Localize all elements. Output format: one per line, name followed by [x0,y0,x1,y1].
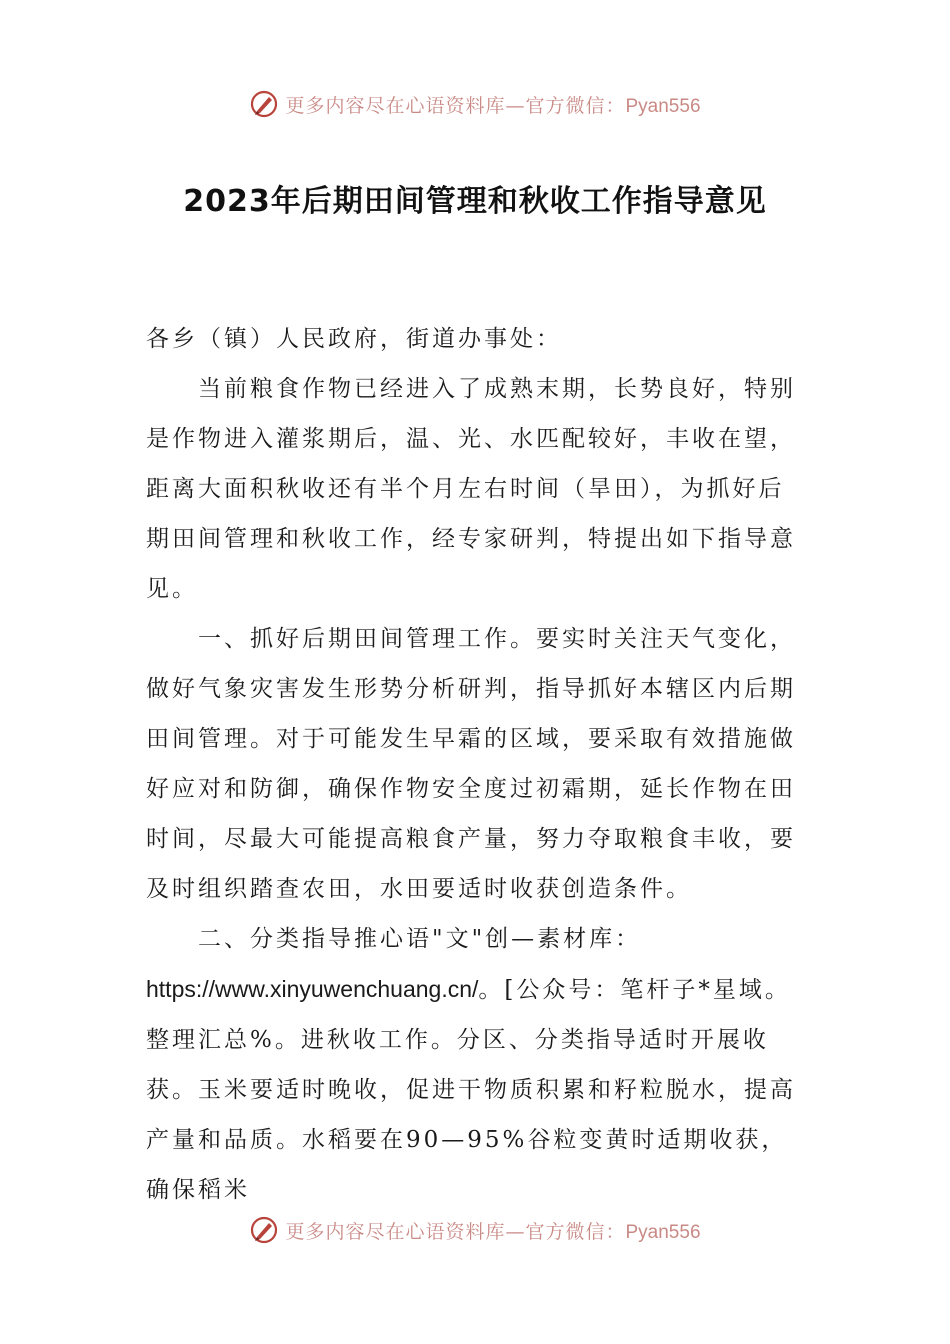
watermark-wechat-id: Pyan556 [625,95,701,117]
footer-watermark [0,1210,950,1250]
paragraph-intro: 当前粮食作物已经进入了成熟末期，长势良好，特别是作物进入灌浆期后，温、光、水匹配较好，丰收在望，距离大面积秋收还有半个月左右时间（旱田），为抓好后期田间管理和秋收工作，经专家研判，特提出如下指导意见。 [146,376,796,602]
document-body [146,314,806,1215]
watermark-text: 更多内容尽在心语资料库—官方微信：Pyan556 [285,94,701,117]
watermark-text: 更多内容尽在心语资料库—官方微信：Pyan556 [285,1220,701,1243]
salutation: 各乡（镇）人民政府，街道办事处： [146,326,562,352]
header-watermark [0,84,950,124]
section-2-text: 。[公众号：笔杆子*星域。整理汇总%。进秋收工作。分区、分类指导适时开展收获。玉米要适时晚收，促进干物质积累和籽粒脱水，提高产量和品质。水稻要在90—95%谷粒变黄时适期收获，确保稻米 [146,977,796,1203]
paragraph-section-2 [146,964,806,1215]
pen-logo-icon [249,1215,279,1245]
pen-logo-icon [249,89,279,119]
paragraph-section-1: 一、抓好后期田间管理工作。要实时关注天气变化，做好气象灾害发生形势分析研判，指导抓好本辖区内后期田间管理。对于可能发生早霜的区域，要采取有效措施做好应对和防御，确保作物安全度过初霜期，延长作物在田时间，尽最大可能提高粮食产量，努力夺取粮食丰收，要及时组织踏查农田，水田要适时收获创造条件。 [146,626,796,902]
watermark-wechat-id: Pyan556 [625,1221,701,1243]
section-2-heading: 二、分类指导推心语"文"创—素材库： [198,926,642,952]
source-url: https://www.xinyuwenchuang.cn/ [146,976,479,1002]
document-title: 2023年后期田间管理和秋收工作指导意见 [183,184,767,219]
